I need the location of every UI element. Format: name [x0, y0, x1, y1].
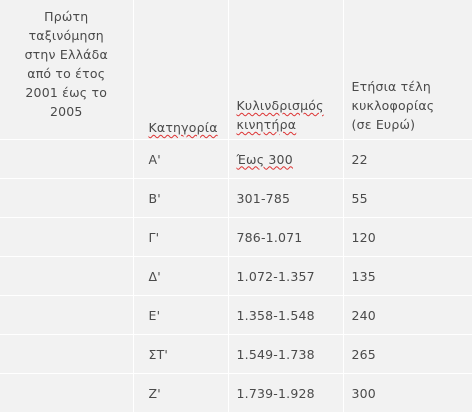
engine-cc-cell: 786-1.071: [228, 218, 343, 257]
empty-cell: [0, 335, 133, 374]
header-category-label: Κατηγορία: [148, 120, 218, 135]
category-cell: ΣΤ': [133, 335, 228, 374]
header-first-registration: [0, 0, 133, 140]
header-fee-line1: Ετήσια τέλη: [351, 79, 432, 94]
empty-cell: [0, 296, 133, 335]
header-annual-fee: [343, 0, 472, 140]
header-registration-line: ταξινόμηση: [28, 28, 104, 43]
header-category: [133, 0, 228, 140]
empty-cell: [0, 218, 133, 257]
header-registration-line: Πρώτη: [44, 9, 89, 24]
header-engine-line2: κινητήρα: [236, 117, 297, 132]
table-row: [0, 296, 472, 335]
category-cell: Ε': [133, 296, 228, 335]
engine-cc-cell: 1.739-1.928: [228, 374, 343, 413]
header-fee-line2: κυκλοφορίας: [351, 98, 435, 113]
empty-cell: [0, 257, 133, 296]
table-row: [0, 218, 472, 257]
category-cell: Ζ': [133, 374, 228, 413]
engine-cc-cell: 1.549-1.738: [228, 335, 343, 374]
header-fee-line3: (σε Ευρώ): [351, 117, 416, 132]
header-row: [0, 0, 472, 140]
table-row: [0, 374, 472, 413]
fee-cell: 120: [343, 218, 472, 257]
table-row: [0, 335, 472, 374]
category-cell: Γ': [133, 218, 228, 257]
engine-cc-cell: [228, 140, 343, 179]
category-cell: Δ': [133, 257, 228, 296]
category-cell: Β': [133, 179, 228, 218]
header-engine-displacement: [228, 0, 343, 140]
header-registration-line: στην Ελλάδα: [24, 47, 108, 62]
engine-cc-cell: 1.072-1.357: [228, 257, 343, 296]
header-engine-line1: Κυλινδρισμός: [236, 98, 324, 113]
fee-cell: 55: [343, 179, 472, 218]
fee-cell: 22: [343, 140, 472, 179]
fee-cell: 240: [343, 296, 472, 335]
fee-cell: 265: [343, 335, 472, 374]
table-row: [0, 140, 472, 179]
table-row: [0, 179, 472, 218]
empty-cell: [0, 179, 133, 218]
table-row: [0, 257, 472, 296]
engine-cc-value: Έως 300: [236, 151, 293, 167]
empty-cell: [0, 374, 133, 413]
engine-cc-cell: 301-785: [228, 179, 343, 218]
empty-cell: [0, 140, 133, 179]
fee-cell: 300: [343, 374, 472, 413]
header-registration-line: από το έτος: [27, 66, 106, 81]
fee-cell: 135: [343, 257, 472, 296]
engine-cc-cell: 1.358-1.548: [228, 296, 343, 335]
category-cell: Α': [133, 140, 228, 179]
header-registration-line: 2001 έως το: [25, 85, 108, 100]
header-registration-line: 2005: [49, 104, 83, 119]
